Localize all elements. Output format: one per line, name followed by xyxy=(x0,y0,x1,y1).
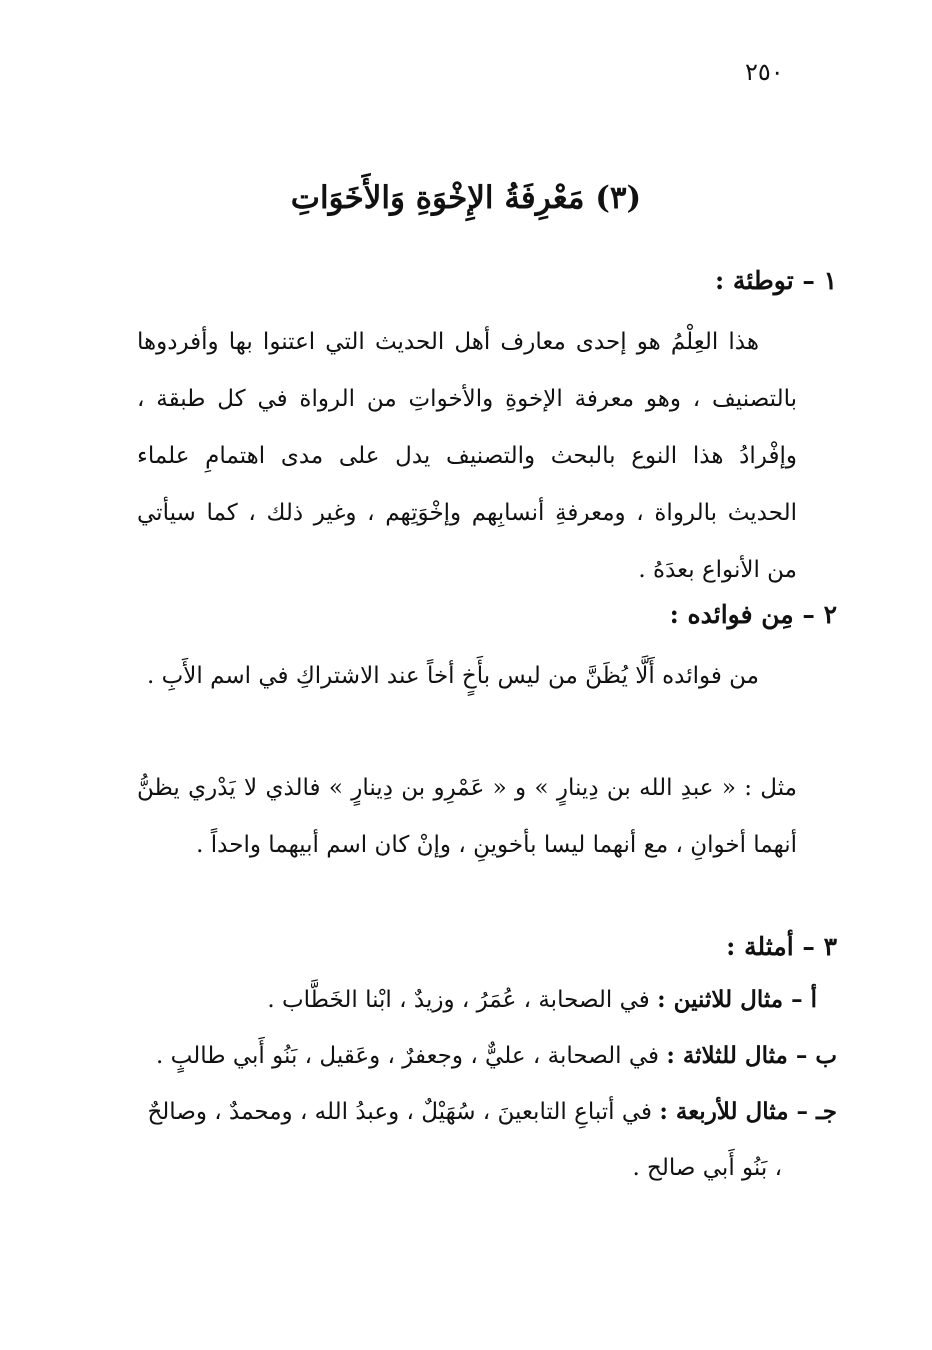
example-label-four: جـ – مثال للأربعة : xyxy=(659,1098,837,1125)
section-paragraph-example: مثل : « عبدِ الله بن دِينارٍ » و « عَمْرِو بن دِينارٍ » فالذي لا يَدْري يظنُّ أنهما أخوانِ ، مع أنهما ليسا بأخوينِ ، وإنْ كان اسم أبيهما واحداً . xyxy=(137,775,797,858)
example-item-three xyxy=(137,1028,837,1084)
example-item-four xyxy=(137,1084,837,1196)
example-label-two: أ – مثال للاثنين : xyxy=(657,986,817,1013)
section-heading-introduction: ١ – توطئة : xyxy=(715,266,837,295)
page-number: ٢٥٠ xyxy=(745,58,784,86)
example-text-two: في الصحابة ، عُمَرُ ، وزيدٌ ، ابْنا الخَطَّاب . xyxy=(267,987,658,1013)
section-heading-benefits: ٢ – مِن فوائده : xyxy=(669,600,837,629)
section-paragraph-benefits: من فوائده أَلَّا يُظَنَّ من ليس بأَخٍ أخاً عند الاشتراكِ في اسم الأَبِ . xyxy=(146,663,759,689)
example-text-three: في الصحابة ، عليٌّ ، وجعفرٌ ، وعَقيل ، بَنُو أَبي طالبٍ . xyxy=(156,1043,667,1069)
section-paragraph-introduction: هذا العِلْمُ هو إحدى معارف أهل الحديث التي اعتنوا بها وأفردوها بالتصنيف ، وهو معرفة الإخوةِ والأخواتِ من الرواة في كل طبقة ، وإفْرادُ هذا النوع بالبحث والتصنيف يدل على مدى اهتمامِ علماء الحديث بالرواة ، ومعرفةِ أنسابِهم وإخْوَتِهم ، وغير ذلك ، كما سيأتي من الأنواع بعدَهُ . xyxy=(137,329,797,583)
example-text-four: في أتباعِ التابعينَ ، سُهَيْلٌ ، وعبدُ الله ، ومحمدٌ ، وصالحٌ ، بَنُو أَبي صالح . xyxy=(147,1099,782,1181)
chapter-title: (٣) مَعْرِفَةُ الإِخْوَةِ وَالأَخَوَاتِ xyxy=(290,180,642,216)
section-heading-examples: ٣ – أمثلة : xyxy=(726,932,837,961)
example-label-three: ب – مثال للثلاثة : xyxy=(666,1042,837,1069)
examples-list xyxy=(137,972,837,1196)
example-item-two xyxy=(137,972,837,1028)
